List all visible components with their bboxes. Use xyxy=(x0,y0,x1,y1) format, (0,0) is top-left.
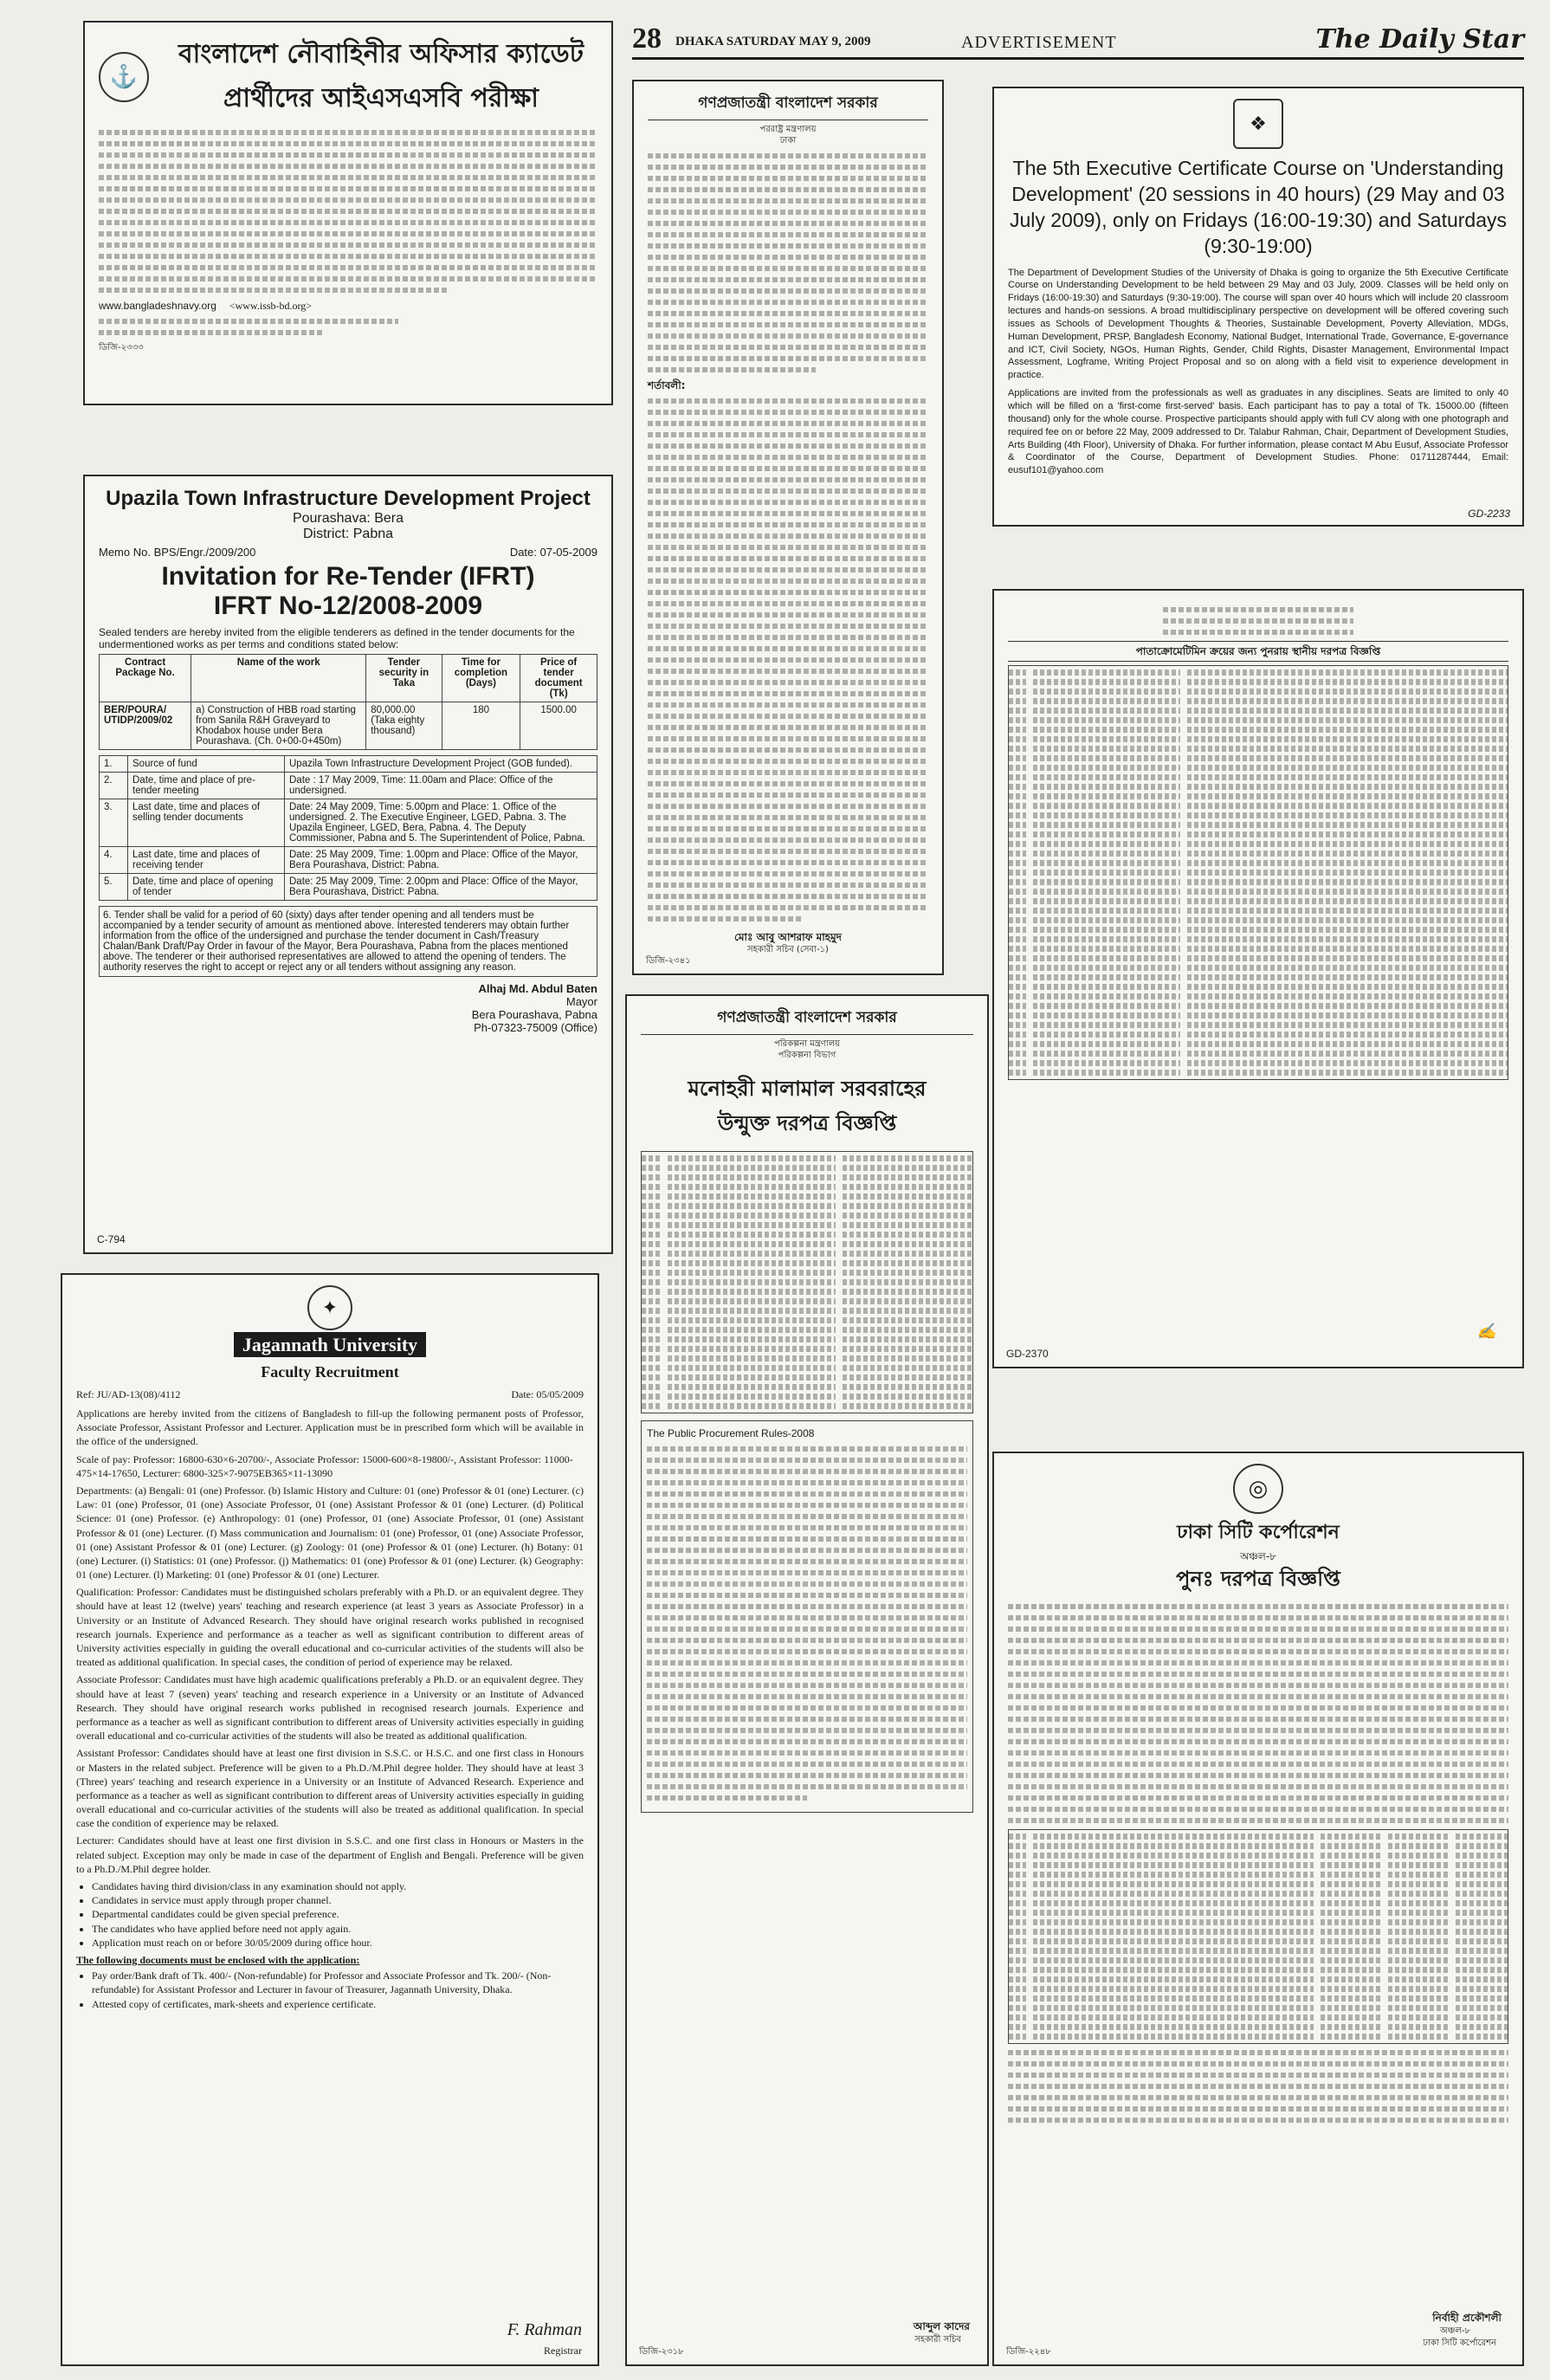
jagannath-date: Date: 05/05/2009 xyxy=(511,1388,584,1400)
jagannath-departments: Departments: (a) Bengali: 01 (one) Professor. (b) Islamic History and Culture: 01 (one) Professor & 01 (one) Lecturer. (c) Law: 01 (one) Professor, 01 (one) Associate Professor, 01 (one) Assistant Professor & 01 (one) Lecturer. (d) Political Science: 01 (one) Professor. (e) Anthropology: 01 (one) Professor, 01 (one) Associate Professor, 01 (one) Assistant Professor & 01 (one) Lecturer. (f) Mass communication and Journalism: 01 (one) Professor, 01 (one) Associate Professor, 01 (one) Assistant Professor & 01 (one) Lecturer. (g) Zoology: 01 (one) Professor & 01 (one) Lecturer. (h) Botany: 01 (one) Lecturer. (i) Statistics: 01 (one) Professor. (j) Mathematics: 01 (one) Professor & 01 (one) Lecturer. (k) Geography: 01 (one) Lecturer. (l) Marketing: 01 (one) Professor & 01 (one) Lecturer. xyxy=(76,1484,584,1581)
table-row: 4. Last date, time and places of receiving tender Date: 25 May 2009, Time: 1.00pm and Place: Office of the Mayor, Bera Pourashava, District: Pabna. xyxy=(100,847,597,874)
govt2-signer: আব্দুল কাদের xyxy=(913,2319,970,2332)
list-item: • Application must reach on or before 30/05/2009 during office hour. xyxy=(92,1936,584,1950)
navy-ref: ডিজি-২৩৩৩ xyxy=(99,343,144,353)
tender-security: 80,000.00 (Taka eighty thousand) xyxy=(366,702,442,750)
dcc-signer-sub: অঞ্চল-৮ xyxy=(1440,2326,1470,2336)
university-crest-icon: ✦ xyxy=(307,1285,352,1330)
govt1-conditions-text xyxy=(648,398,928,922)
govt2-sub2: পরিকল্পনা বিভাগ xyxy=(778,1051,836,1060)
jagannath-scale: Scale of pay: Professor: 16800-630×6-20700/-, Associate Professor: 15000-600×8-19800/-, Assistant Professor: 11000-475×14-17650, Lecturer: 6800-325×7-9075EB365×11-13090 xyxy=(76,1452,573,1479)
dateline: DHAKA SATURDAY MAY 9, 2009 xyxy=(675,35,871,49)
registrar-title: Registrar xyxy=(544,2344,582,2357)
dcc-logo-icon: ◎ xyxy=(1233,1464,1283,1514)
dcc-signer-org: ঢাকা সিটি কর্পোরেশন xyxy=(1423,2338,1496,2348)
upazila-signer-title: Mayor xyxy=(565,995,597,1008)
upazila-heading2: IFRT No-12/2008-2009 xyxy=(213,592,483,620)
table-row: 5. Date, time and place of opening of tender Date: 25 May 2009, Time: 2.00pm and Place: Office of the Mayor, Bera Pourashava, District: Pabna. xyxy=(100,874,597,901)
header-rule xyxy=(632,57,1524,60)
govt1-ref: ডিজি-২৩৪১ xyxy=(646,956,691,966)
upazila-sub1: Pourashava: Bera xyxy=(292,511,404,526)
navy-body-text xyxy=(99,130,597,293)
govt2-heading: গণপ্রজাতন্ত্রী বাংলাদেশ সরকার xyxy=(641,1006,973,1035)
upazila-signer: Alhaj Md. Abdul Baten xyxy=(478,982,597,995)
upazila-title: Upazila Town Infrastructure Development Project xyxy=(106,487,591,510)
list-item: • The candidates who have applied before need not apply again. xyxy=(92,1922,584,1936)
list-item: • Candidates in service must apply through proper channel. xyxy=(92,1893,584,1907)
dcc-body-text xyxy=(1008,1604,1508,1823)
qual-associate: Associate Professor: Candidates must have high academic qualifications preferably a Ph.D. or an equivalent degree. They should have at least 7 (seven) years' teaching and research experience in a University or an Institute of Advanced Research. They should have original research works published in recognised research journals. Experience and performance as a teacher as well as significant contribution to different areas of University activities especially in guiding overall educational and co-curricular activities of the students will also be treated as additional qualification. xyxy=(76,1673,584,1743)
dcc-retender-ad xyxy=(992,1452,1524,2366)
local-tender-table xyxy=(1008,665,1508,1080)
govt2-tender-table xyxy=(641,1151,973,1413)
university-name: Jagannath University xyxy=(234,1332,426,1357)
upazila-tender-ad xyxy=(83,475,613,1254)
section-label: ADVERTISEMENT xyxy=(961,33,1117,52)
list-item: • Pay order/Bank draft of Tk. 400/- (Non-refundable) for Professor and Associate Professor and Tk. 200/- (Non-refundable) for Assistant Professor and Lecturer in favour of Treasurer, Jagannath University, Dhaka. xyxy=(92,1969,584,1996)
upazila-sub2: District: Pabna xyxy=(302,527,394,541)
jagannath-intro: Applications are hereby invited from the citizens of Bangladesh to fill-up the following permanent posts of Professor, Associate Professor, Assistant Professor and Lecturer. Application must be in prescribed form which will be available in the office of the undersigned. xyxy=(76,1407,584,1448)
govt1-body-text xyxy=(648,153,928,372)
foreign-ministry-ad xyxy=(632,80,944,975)
executive-course-ad xyxy=(992,87,1524,527)
table-row: 3. Last date, time and places of selling tender documents Date: 24 May 2009, Time: 5.00pm and Place: 1. Office of the undersigned. 2. The Executive Engineer, LGED, Pabna. 3. The Upazila Engineer, LGED, Bera, Pabna. 4. The Deputy Commissioner, Pabna and 5. The Superintendent of Police, Pabna. xyxy=(100,799,597,847)
table-header: Price of tender document (Tk) xyxy=(520,655,597,702)
govt1-sub2: ঢাকা xyxy=(779,136,797,146)
page-header xyxy=(632,16,1524,59)
dcc-title: পুনঃ দরপত্র বিজ্ঞপ্তি xyxy=(1176,1567,1340,1592)
course-code: GD-2233 xyxy=(1468,508,1510,520)
registrar-signature: F. Rahman xyxy=(507,2320,582,2339)
course-body2: Applications are invited from the professionals as well as graduates in any disciplines. Seats are limited to only 40 which will be filled on a 'first-come first-served' basis. Each participant has to pay a total of Tk. 15000.00 (fifteen thousand) only for the whole course. Prospective participants should apply with full CV along with one photograph and required fee on or before 22 May, 2009 addressed to Dr. Talabur Rahman, Chair, Department of Development Studies, Arts Building (4th Floor), University of Dhaka. For further information, please contact M Abu Eusuf, Associate Professor & Coordinator of the Course, Department of Development Studies. Phone: 01711287444, Email: eusuf101@yahoo.com xyxy=(1008,388,1508,476)
work-name: a) Construction of HBB road starting from Sanila R&H Graveyard to Khodabox house under Bera Pourashava. (Ch. 0+00-0+450m) xyxy=(191,702,366,750)
govt1-heading: গণপ্রজাতন্ত্রী বাংলাদেশ সরকার xyxy=(648,92,928,120)
list-item: • Attested copy of certificates, mark-sheets and experience certificate. xyxy=(92,1997,584,2011)
jagannath-docs xyxy=(76,1969,584,2011)
list-item: • Departmental candidates could be given special preference. xyxy=(92,1907,584,1921)
docs-heading: The following documents must be enclosed with the application: xyxy=(76,1953,360,1966)
list-item: • Candidates having third division/class in any examination should not apply. xyxy=(92,1879,584,1893)
govt2-sub1: পরিকল্পনা মন্ত্রণালয় xyxy=(773,1039,841,1049)
local-tender-ad xyxy=(992,589,1524,1368)
upazila-intro: Sealed tenders are hereby invited from the eligible tenderers as defined in the tender documents for the undermentioned works as per terms and conditions stated below: xyxy=(99,626,575,650)
recruitment-title: Faculty Recruitment xyxy=(261,1363,399,1381)
jagannath-ref: Ref: JU/AD-13(08)/4112 xyxy=(76,1388,181,1400)
package-no: BER/POURA/ UTIDP/2009/02 xyxy=(100,702,191,750)
upazila-signer-org: Bera Pourashava, Pabna xyxy=(471,1008,597,1021)
navy-title-line1: বাংলাদেশ নৌবাহিনীর অফিসার ক্যাডেট xyxy=(178,39,584,69)
govt1-sub1: পররাষ্ট্র মন্ত্রণালয় xyxy=(759,125,817,134)
govt2-signer-title: সহকারী সচিব xyxy=(914,2335,961,2344)
document-price: 1500.00 xyxy=(520,702,597,750)
upazila-info-table xyxy=(99,755,597,901)
qual-professor: Qualification: Professor: Candidates must be distinguished scholars preferably with a Ph.D. or an equivalent degree. They should have at least 12 (twelve) years' teaching and research experience (at least 3 years as Associate Professor) in a University or an Institute of Advanced Research. They should have original research works published in recognised research journals. Experience and performance as a teacher as well as significant contribution to different areas of University activities especially in guiding the overall educational and co-curricular activities of the students will also be treated as additional qualification. In special cases, the condition of period of experience may be relaxed. xyxy=(76,1586,584,1669)
table-row: 1. Source of fund Upazila Town Infrastructure Development Project (GOB funded). xyxy=(100,756,597,773)
course-body: The Department of Development Studies of the University of Dhaka is going to organize the 5th Executive Certificate Course on Understanding Development to be held between 29 May and 03 July, 2009. Classes will be held only on Fridays (16:00-19:30) and Saturdays (9:30-19:00). The course will span over 40 hours which will include 20 classroom lectures and hands-on sessions. A broad multidisciplinary perspective on development will be offered covering such issues as Schools of Development Thoughts & Theories, Sustainable Development, Poverty Alleviation, MDGs, Human Development, PRSP, Bangladesh Economy, National Budget, International Trade, Governance, E-governance and ICT, Civil Society, NGOs, Human Rights, Gender, Child Rights, Disaster Management, Environmental Impact Assessment, Logframe, Writing Project Proposal and so on along with a field visit to experience development in practice. xyxy=(1008,267,1508,381)
govt2-ref: ডিজি-২৩১৮ xyxy=(639,2347,684,2357)
qual-lecturer: Lecturer: Candidates should have at least one first division in S.S.C. and one first class in Honours or Masters in the related subject. Exception may only be made in case of the department of English and Bengali. Preference will be given to a Ph.D./M.Phil degree holder. xyxy=(76,1834,584,1875)
upazila-signer-phone: Ph-07323-75009 (Office) xyxy=(474,1021,597,1034)
ppr-title: The Public Procurement Rules-2008 xyxy=(647,1427,815,1439)
table-header: Name of the work xyxy=(191,655,366,702)
table-header: Time for completion (Days) xyxy=(442,655,520,702)
upazila-package-table xyxy=(99,654,597,750)
jagannath-bullets xyxy=(76,1879,584,1950)
dcc-sub: অঞ্চল-৮ xyxy=(1240,1550,1276,1562)
govt1-conditions: শর্তাবলী: xyxy=(648,379,686,391)
govt1-signer-title: সহকারী সচিব (সেবা-১) xyxy=(747,945,829,955)
qual-assistant: Assistant Professor: Candidates should have at least one first division in S.S.C. or H.S.C. and one first class in Honours or Masters in the related subject. Preference will be given to a Ph.D./M.Phil degree holder. They should have at least 3 (Three) years' teaching and research experience in a University or an Institute of Advanced Research. Experience and performance as a teacher as well as significant contribution to different areas of University activities especially in guiding overall educational and co-curricular activities of the students will also be treated as additional qualification. In special case the condition of experience may be relaxed. xyxy=(76,1747,584,1830)
upazila-code: C-794 xyxy=(97,1233,126,1245)
masthead: The Daily Star xyxy=(1315,24,1524,55)
dcc-heading: ঢাকা সিটি কর্পোরেশন xyxy=(1177,1522,1340,1543)
dhaka-university-logo-icon: ❖ xyxy=(1233,99,1283,149)
navy-extra: <www.issb-bd.org> xyxy=(229,300,313,312)
planning-ministry-ad xyxy=(625,994,989,2366)
dcc-ref: ডিজি-২২৪৮ xyxy=(1006,2347,1051,2357)
govt2-title1: মনোহরী মালামাল সরবরাহের xyxy=(688,1077,927,1101)
page-number: 28 xyxy=(632,23,662,55)
local-tender-code: GD-2370 xyxy=(1006,1348,1049,1360)
table-row xyxy=(100,702,597,750)
navy-website[interactable]: www.bangladeshnavy.org xyxy=(99,300,216,312)
upazila-date: Date: 07-05-2009 xyxy=(509,546,597,559)
navy-ad xyxy=(83,21,613,405)
table-row: 2. Date, time and place of pre-tender meeting Date : 17 May 2009, Time: 11.00am and Place: Office of the undersigned. xyxy=(100,773,597,799)
navy-emblem-icon: ⚓ xyxy=(99,52,149,102)
govt2-title2: উন্মুক্ত দরপত্র বিজ্ঞপ্তি xyxy=(717,1111,897,1135)
table-header: Contract Package No. xyxy=(100,655,191,702)
upazila-memo: Memo No. BPS/Engr./2009/200 xyxy=(99,546,256,559)
dcc-signer: নির্বাহী প্রকৌশলী xyxy=(1432,2311,1502,2324)
signature-mark: ✍ xyxy=(1476,1323,1496,1340)
local-tender-heading: পাতাক্রোমেটিমিন ক্রয়ের জন্য পুনরায় স্থানীয় দরপত্র বিজ্ঞপ্তি xyxy=(1008,641,1508,662)
govt1-signer: মোঃ আবু আশরাফ মাহমুদ xyxy=(734,931,842,944)
jagannath-recruitment-ad xyxy=(61,1273,599,2366)
navy-title-line2: প্রার্থীদের আইএসএসবি পরীক্ষা xyxy=(223,83,539,113)
upazila-heading1: Invitation for Re-Tender (IFRT) xyxy=(161,562,535,591)
course-title: The 5th Executive Certificate Course on 'Understanding Development' (20 sessions in 40 hours) (29 May and 03 July 2009), only on Fridays (16:00-19:30) and Saturdays (9:30-19:00) xyxy=(1009,157,1508,257)
dcc-work-table xyxy=(1008,1829,1508,2044)
upazila-note: 6. Tender shall be valid for a period of 60 (sixty) days after tender opening and all tenders must be accompanied by a tender security of amount as mentioned above. Interested tenderers may obtain further information from the office of the undersigned and purchase the tender document in Cash/Treasury Chalan/Bank Draft/Pay Order in favour of the Mayor, Bera Pourashava, Pabna from the places mentioned above. The tenderer or their authorised representatives are allowed to attend the opening of tenders. The authority reserves the right to accept or reject any or all tenders without assigning any reason. xyxy=(99,906,597,977)
table-header: Tender security in Taka xyxy=(366,655,442,702)
completion-days: 180 xyxy=(442,702,520,750)
